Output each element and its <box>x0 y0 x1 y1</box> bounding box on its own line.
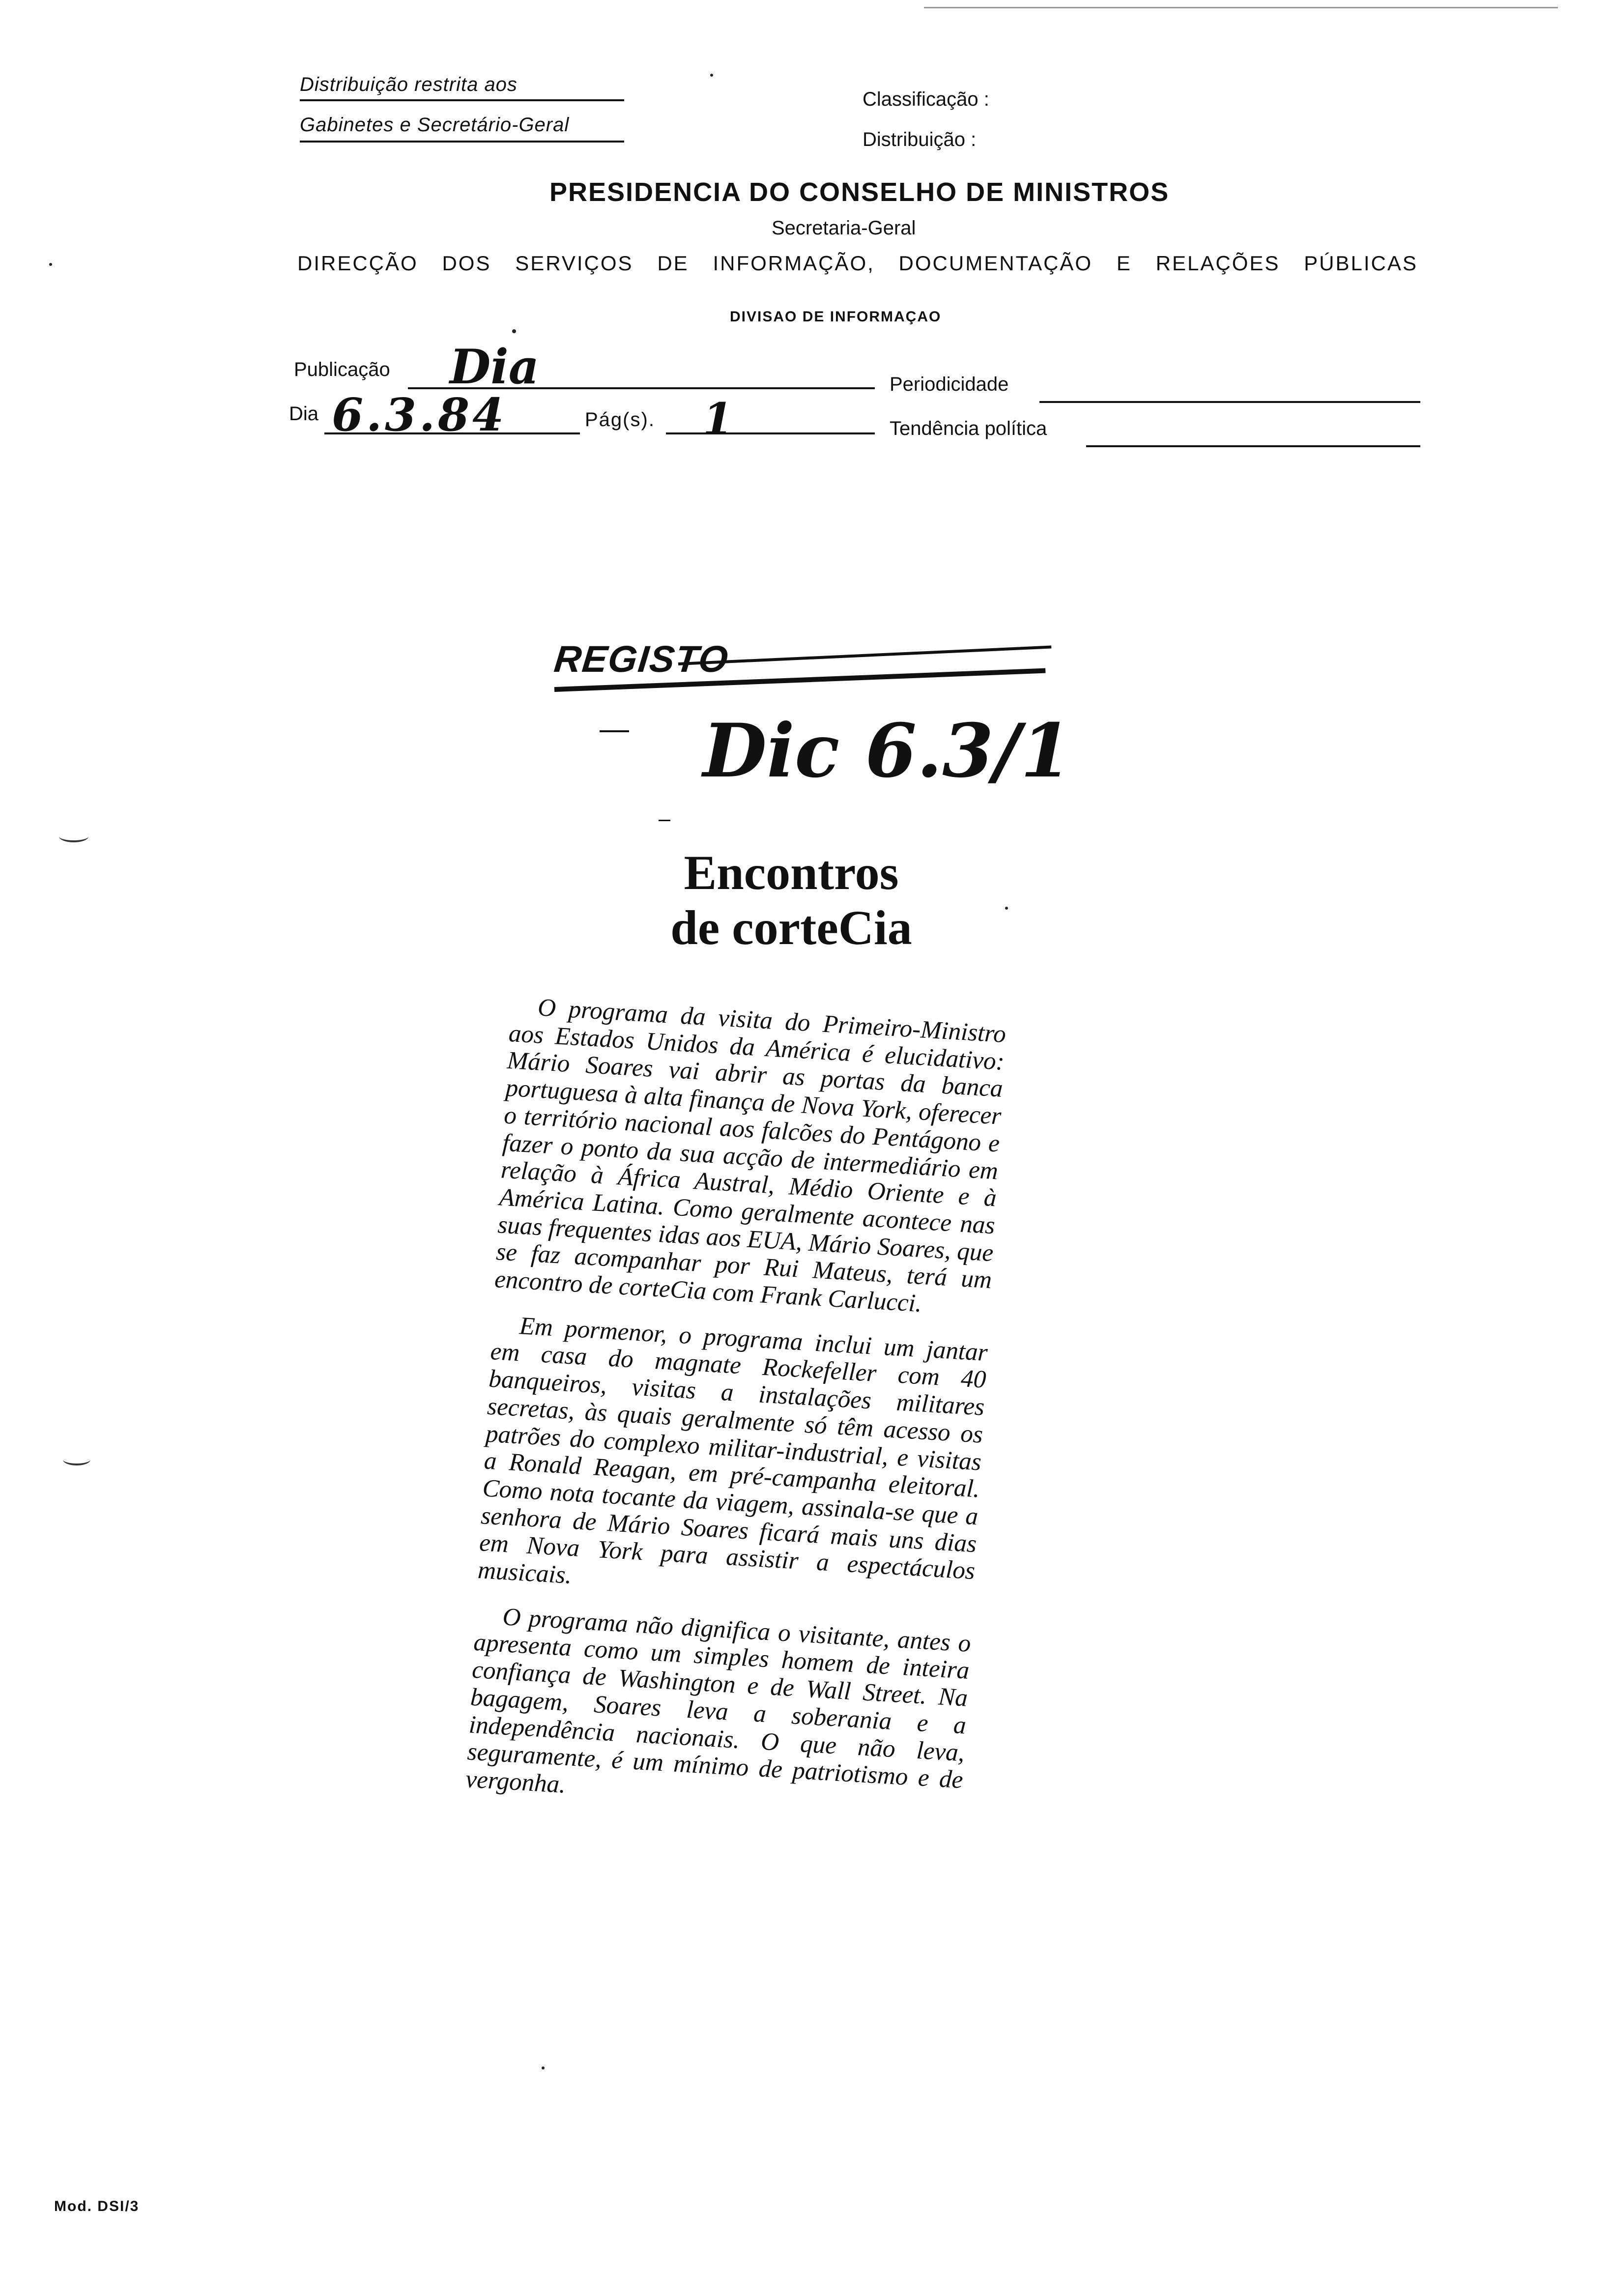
model-code: Mod. DSI/3 <box>54 2198 140 2214</box>
presidencia-title: PRESIDENCIA DO CONSELHO DE MINISTROS <box>549 177 1170 207</box>
article-paragraph: Em pormenor, o programa inclui um jantar em casa do magnate Rockefeller com 40 banqueiros, visitas a instalações militares secretas, às quais geralmente só têm acesso os patrões do complexo militar-industrial, e visitas a Ronald Reagan, em pré-campanha eleitoral. Como nota tocante da viagem, assinala-se que a senhora de Mário Soares ficará mais uns dias em Nova York para assistir a espectáculos musicais. <box>477 1312 989 1590</box>
classificacao-label: Classificação : <box>863 88 989 110</box>
direccao-word: E <box>1116 252 1132 275</box>
dia-label: Dia <box>289 403 319 425</box>
secretaria-geral: Secretaria-Geral <box>772 217 916 239</box>
distribuicao-label: Distribuição : <box>863 129 977 150</box>
restricted-distribution-line1: Distribuição restrita aos <box>300 74 518 95</box>
pags-label: Pág(s). <box>585 409 655 430</box>
restricted-underline-1 <box>300 99 624 101</box>
tendencia-line <box>1086 445 1420 447</box>
direccao-line <box>297 252 1418 275</box>
scan-speck <box>512 329 516 333</box>
direccao-word: INFORMAÇÃO, <box>713 252 875 275</box>
registo-handwritten-code: Dic 6.3/1 <box>703 708 1072 794</box>
divisao-informacao: DIVISAO DE INFORMAÇAO <box>730 309 942 325</box>
restricted-distribution-line2: Gabinetes e Secretário-Geral <box>300 114 570 136</box>
registo-dash <box>600 730 629 732</box>
pags-line <box>666 432 875 434</box>
tendencia-label: Tendência política <box>890 418 1047 439</box>
scan-speck <box>1005 907 1008 910</box>
direccao-word: RELAÇÕES <box>1155 252 1280 275</box>
scan-speck <box>49 263 52 266</box>
periodicidade-line <box>1039 401 1420 403</box>
scan-speck <box>710 74 713 77</box>
direccao-word: DIRECÇÃO <box>297 252 418 275</box>
scan-speck <box>542 2066 545 2069</box>
headline-line1: Encontros <box>684 845 899 900</box>
article-paragraph: O programa da visita do Primeiro-Ministro aos Estados Unidos da América é elucidativo: Mário Soares vai abrir as portas da banca portuguesa à alta finança de Nova York, oferecer o território nacional aos falcões do Pentágono e fazer o ponto da sua acção de intermediário em relação à África Austral, Médio Oriente e à América Latina. Como geralmente acontece nas suas frequentes idas aos EUA, Mário Soares, que se faz acompanhar por Rui Mateus, terá um encontro de corteCia com Frank Carlucci. <box>493 994 1007 1318</box>
publicacao-handwritten: Dia <box>450 339 539 395</box>
direccao-word: DOS <box>442 252 491 275</box>
direccao-word: DOCUMENTAÇÃO <box>898 252 1093 275</box>
dia-handwritten: 6.3.84 <box>332 388 507 441</box>
registo-stamp-bar <box>678 646 1051 665</box>
margin-punch-mark <box>63 1454 90 1465</box>
restricted-underline-2 <box>300 141 624 143</box>
top-edge-rule <box>924 7 1558 8</box>
direccao-word: PÚBLICAS <box>1304 252 1418 275</box>
direccao-word: SERVIÇOS <box>515 252 633 275</box>
pags-handwritten: 1 <box>703 393 733 444</box>
registo-stamp-label: REGISTO <box>552 638 731 680</box>
margin-punch-mark <box>59 831 88 842</box>
article-body <box>464 993 1007 1839</box>
periodicidade-label: Periodicidade <box>890 373 1009 395</box>
article-headline <box>654 845 929 955</box>
publicacao-label: Publicação <box>294 359 390 380</box>
direccao-word: DE <box>657 252 689 275</box>
registo-small-dash <box>659 820 670 821</box>
article-paragraph: O programa não dignifica o visitante, antes o apresenta como um simples homem de inteira confiança de Washington e de Wall Street. Na bagagem, Soares leva a soberania e a independência nacionais. O que não leva, seguramente, é um mínimo de patriotismo e de vergonha. <box>465 1603 972 1799</box>
headline-line2: de corteCia <box>670 900 912 955</box>
